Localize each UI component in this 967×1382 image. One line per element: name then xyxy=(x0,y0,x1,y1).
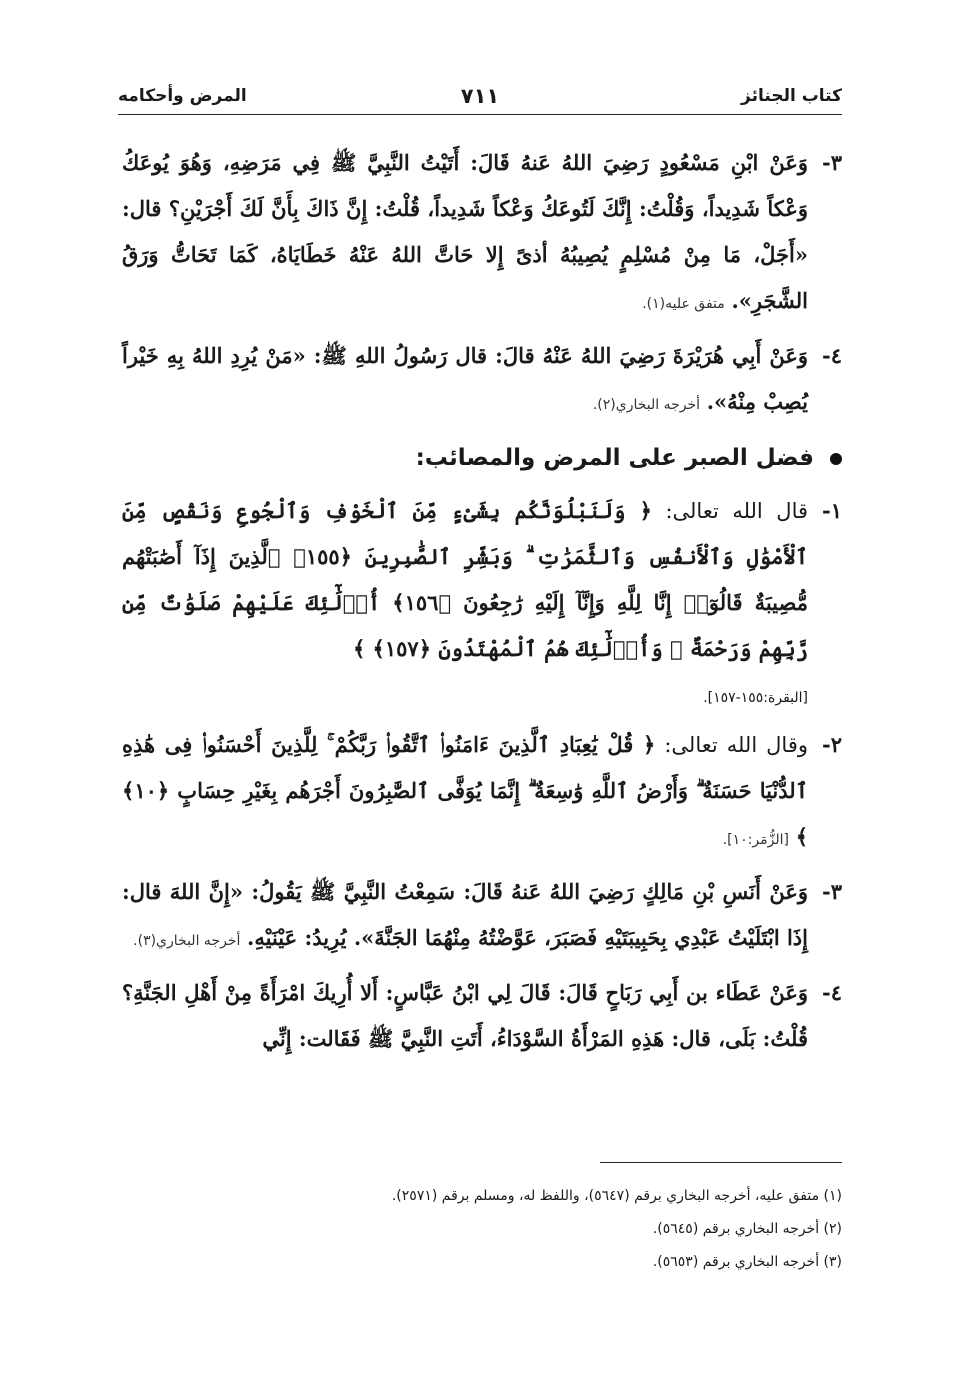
footnote: (٣) أخرجه البخاري برقم (٥٦٥٣). xyxy=(652,1254,842,1270)
bullet-icon xyxy=(830,453,842,465)
hadith-paragraph xyxy=(122,869,842,964)
section-heading xyxy=(122,436,842,480)
item-number: ٤- xyxy=(822,980,842,1005)
surah-reference: [الزُّمَر:١٠]. xyxy=(722,832,789,848)
source-note: أخرجه البخاري(٣). xyxy=(133,933,241,949)
hadith-text: وَعَنْ أَبِي هُرَيْرَةَ رَضِيَ اللهُ عَنْهُ قالَ: قال رَسُولُ اللهِ ﷺ: «مَنْ يُرِدِ اللهُ بِهِ خَيْراً يُصِبْ مِنْهُ». xyxy=(122,343,808,414)
footnote-divider xyxy=(600,1162,842,1163)
quran-lead: وقال الله تعالى: xyxy=(664,733,809,757)
hadith-text: وَعَنْ أَنَسِ بْنِ مَالِكٍ رَضِيَ اللهُ عَنهُ قَالَ: سَمِعْتُ النَّبِيَّ ﷺ يَقُولُ: «إِنَّ اللهَ قال: إِذَا ابْتَلَيْتُ عَبْدِي بِحَبِيبَتَيْهِ فَصَبَرَ، عَوَّضْتُهُ مِنْهُمَا الجَنَّةَ». يُرِيدُ: عَيْنَيْهِ. xyxy=(122,879,808,950)
item-number: ٣- xyxy=(822,879,842,904)
quran-lead: قال الله تعالى: xyxy=(665,499,809,523)
item-number: ٣- xyxy=(822,150,842,175)
footnote: (٢) أخرجه البخاري برقم (٥٦٤٥). xyxy=(652,1221,842,1237)
footnotes xyxy=(122,1180,842,1279)
item-number: ١- xyxy=(822,498,843,523)
source-note: أخرجه البخاري(٢). xyxy=(592,397,701,413)
footnote: (١) متفق عليه، أخرجه البخاري برقم (٥٦٤٧)، واللفظ له، ومسلم برقم (٢٥٧١). xyxy=(391,1188,842,1204)
section-title-header: المرض وأحكامه xyxy=(118,86,247,106)
hadith-paragraph xyxy=(122,140,842,327)
book-chapter-title: كتاب الجنائز xyxy=(741,86,842,106)
hadith-paragraph xyxy=(122,333,842,428)
surah-reference: [البقرة:١٥٥-١٥٧]. xyxy=(703,690,808,706)
page-body xyxy=(122,140,842,1068)
quran-verse: ﴿ وَلَنَبْلُوَنَّكُم بِشَىْءٍ مِّنَ ٱلْخَوْفِ وَٱلْجُوعِ وَنَقْصٍ مِّنَ ٱلْأَمْوَٰلِ وَٱلْأَنفُسِ وَٱلثَّمَرَٰتِ ۗ وَبَشِّرِ ٱلصَّٰبِرِينَ ﴿١٥٥﴾ ٱلَّذِينَ إِذَآ أَصَٰبَتْهُم مُّصِيبَةٌ قَالُوٓا۟ إِنَّا لِلَّهِ وَإِنَّآ إِلَيْهِ رَٰجِعُونَ ﴿١٥٦﴾ أُو۟لَٰٓئِكَ عَلَيْهِمْ صَلَوَٰتٌ مِّن رَّبِّهِمْ وَرَحْمَةٌ ۖ وَأُو۟لَٰٓئِكَ هُمُ ٱلْمُهْتَدُونَ ﴿١٥٧﴾ ﴾ xyxy=(122,498,809,661)
quran-verse: ﴿ قُلْ يَٰعِبَادِ ٱلَّذِينَ ءَامَنُوا۟ ٱتَّقُوا۟ رَبَّكُمْ ۚ لِلَّذِينَ أَحْسَنُوا۟ فِى هَٰذِهِ ٱلدُّنْيَا حَسَنَةٌ ۗ وَأَرْضُ ٱللَّهِ وَٰسِعَةٌ ۗ إِنَّمَا يُوَفَّى ٱلصَّٰبِرُونَ أَجْرَهُم بِغَيْرِ حِسَابٍ ﴿١٠﴾ ﴾ xyxy=(122,732,808,849)
source-note: متفق عليه(١). xyxy=(642,296,725,312)
hadith-paragraph xyxy=(122,970,842,1062)
hadith-text: وَعَنْ عَطَاء بن أَبِي رَبَاحٍ قَالَ: قَالَ لِي ابْنُ عَبَّاسٍ: أَلا أُرِيكَ امْرَأَةً مِنْ أَهْلِ الجَنَّةِ؟ قُلْتُ: بَلَى، قال: هَذِهِ المَرْأَةُ السَّوْدَاءُ، أَتَتِ النَّبِيَّ ﷺ فَقَالت: إِنِّي xyxy=(122,980,808,1051)
quran-paragraph xyxy=(122,488,842,672)
quran-paragraph xyxy=(122,722,842,863)
running-header xyxy=(118,84,842,114)
page-number: ٧١١ xyxy=(460,84,500,108)
hadith-text: وَعَنْ ابْنِ مَسْعُودٍ رَضِيَ اللهُ عَنهُ قَالَ: أَتَيْتُ النَّبِيَّ ﷺ فِي مَرَضِهِ، وَهُوَ يُوعَكُ وَعْكاً شَدِيداً، وَقُلْتُ: إِنَّكَ لَتُوعَكُ وَعْكاً شَدِيداً، قُلْتُ: إِنَّ ذَاكَ بِأَنَّ لَكَ أَجْرَيْنِ؟ قال: «أَجَلْ، مَا مِنْ مُسْلِمٍ يُصِيبُهُ أذىً إِلا حَاتَّ اللهُ عَنْهُ خَطَايَاهُ، كَمَا تَحَاتُّ وَرَقُ الشَّجَرِ». xyxy=(122,150,808,313)
item-number: ٢- xyxy=(822,732,843,757)
item-number: ٤- xyxy=(822,343,842,368)
section-heading-text: فضل الصبر على المرض والمصائب: xyxy=(415,445,814,471)
header-divider xyxy=(118,114,842,115)
